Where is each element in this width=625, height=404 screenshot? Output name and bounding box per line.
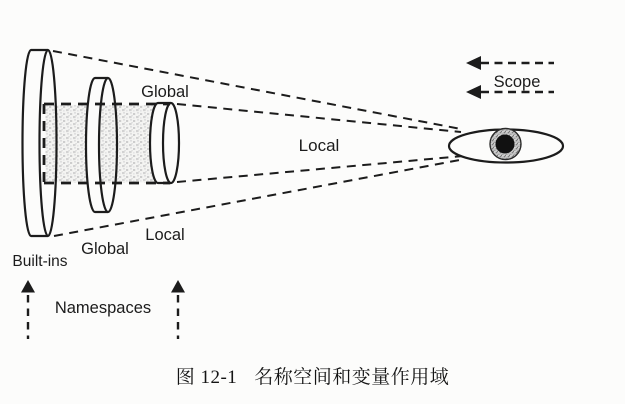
namespaces-label: Namespaces (54, 299, 152, 317)
global-label-bottom: Global (81, 240, 129, 258)
up-arrow-icon (171, 280, 185, 293)
up-arrow-icon (21, 280, 35, 293)
left-arrow-icon (466, 85, 481, 99)
local-label-center: Local (298, 136, 340, 155)
figure-caption (0, 362, 625, 389)
left-arrow-icon (466, 56, 481, 70)
eye-pupil (496, 135, 515, 154)
local-label-bottom: Local (145, 226, 185, 244)
local-cylinder-face (163, 103, 179, 183)
eye-icon (449, 129, 563, 163)
figure-caption-number: 图 12-1 (175, 367, 238, 388)
builtins-label: Built-ins (12, 253, 68, 270)
figure-caption-title: 名称空间和变量作用域 (254, 367, 450, 388)
global-label-top: Global (141, 83, 189, 101)
local-cylinder (150, 103, 179, 183)
scope-label: Scope (493, 73, 541, 91)
sight-line-inner-bottom (177, 156, 463, 182)
scope-beam-fill (46, 105, 160, 183)
sight-line-inner-top (177, 104, 461, 132)
